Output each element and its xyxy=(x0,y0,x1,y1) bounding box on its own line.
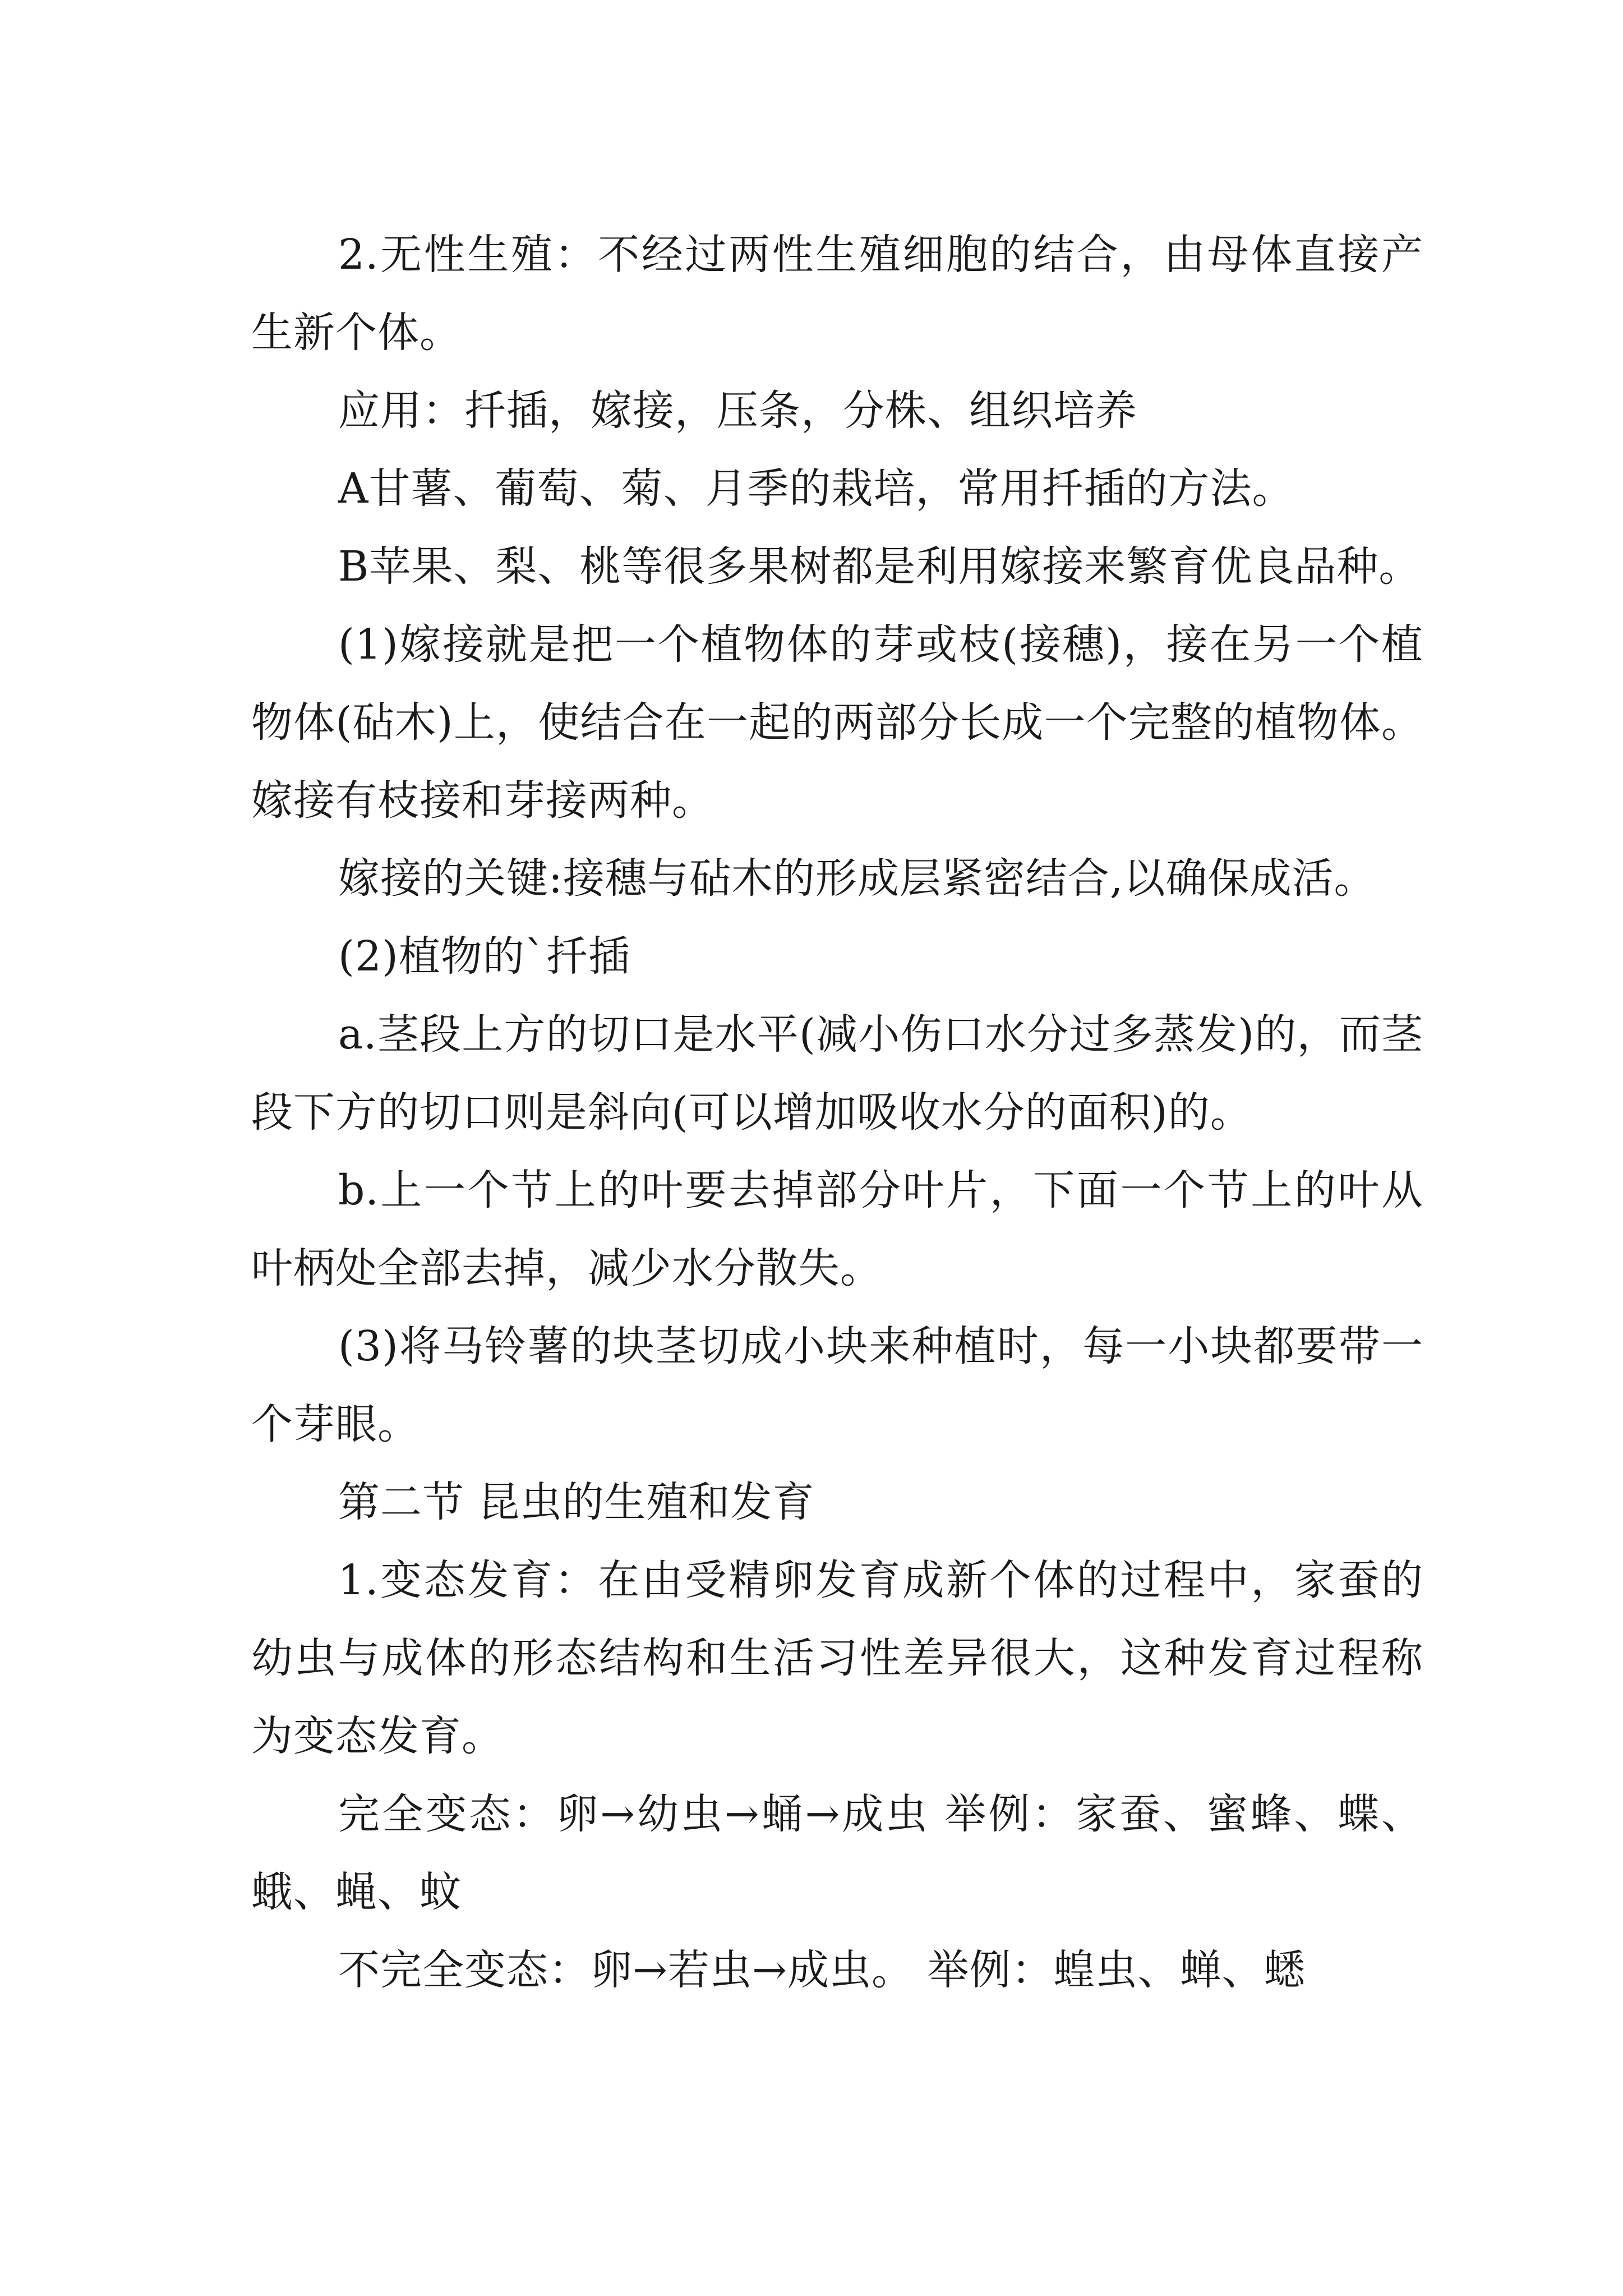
section-heading-insects: 第二节 昆虫的生殖和发育 xyxy=(338,1478,815,1526)
paragraph-cutting-heading: (2)植物的`扦插 xyxy=(338,932,630,981)
paragraph-grafting-examples: B苹果、梨、桃等很多果树都是利用嫁接来繁育优良品种。 xyxy=(338,542,1421,591)
paragraph-asexual-reproduction: 2.无性生殖：不经过两性生殖细胞的结合，由母体直接产生新个体。 xyxy=(251,231,1423,357)
paragraph-potato-tuber: (3)将马铃薯的块茎切成小块来种植时，每一小块都要带一个芽眼。 xyxy=(251,1322,1423,1448)
paragraph-grafting-key: 嫁接的关键:接穗与砧木的形成层紧密结合,以确保成活。 xyxy=(338,854,1376,903)
paragraph-cutting-point-b: b.上一个节上的叶要去掉部分叶片，下面一个节上的叶从叶柄处全部去掉，减少水分散失。 xyxy=(251,1166,1423,1292)
paragraph-applications: 应用：扦插，嫁接，压条，分株、组织培养 xyxy=(338,386,1137,435)
paragraph-metamorphosis: 1.变态发育：在由受精卵发育成新个体的过程中，家蚕的幼虫与成体的形态结构和生活习性差异很大，这种发育过程称为变态发育。 xyxy=(251,1556,1423,1760)
paragraph-cutting-examples: A甘薯、葡萄、菊、月季的栽培，常用扦插的方法。 xyxy=(338,464,1294,513)
paragraph-complete-metamorphosis: 完全变态：卵→幼虫→蛹→成虫 举例：家蚕、蜜蜂、蝶、蛾、蝇、蚊 xyxy=(251,1790,1423,1916)
paragraph-incomplete-metamorphosis: 不完全变态：卵→若虫→成虫。 举例：蝗虫、蝉、蟋 xyxy=(338,1946,1306,1994)
paragraph-grafting-definition: (1)嫁接就是把一个植物体的芽或枝(接穗)，接在另一个植物体(砧木)上，使结合在一起的两部分长成一个完整的植物体。嫁接有枝接和芽接两种。 xyxy=(251,620,1423,825)
document-body xyxy=(251,216,1423,2009)
paragraph-cutting-point-a: a.茎段上方的切口是水平(减小伤口水分过多蒸发)的，而茎段下方的切口则是斜向(可以增加吸收水分的面积)的。 xyxy=(251,1010,1423,1137)
